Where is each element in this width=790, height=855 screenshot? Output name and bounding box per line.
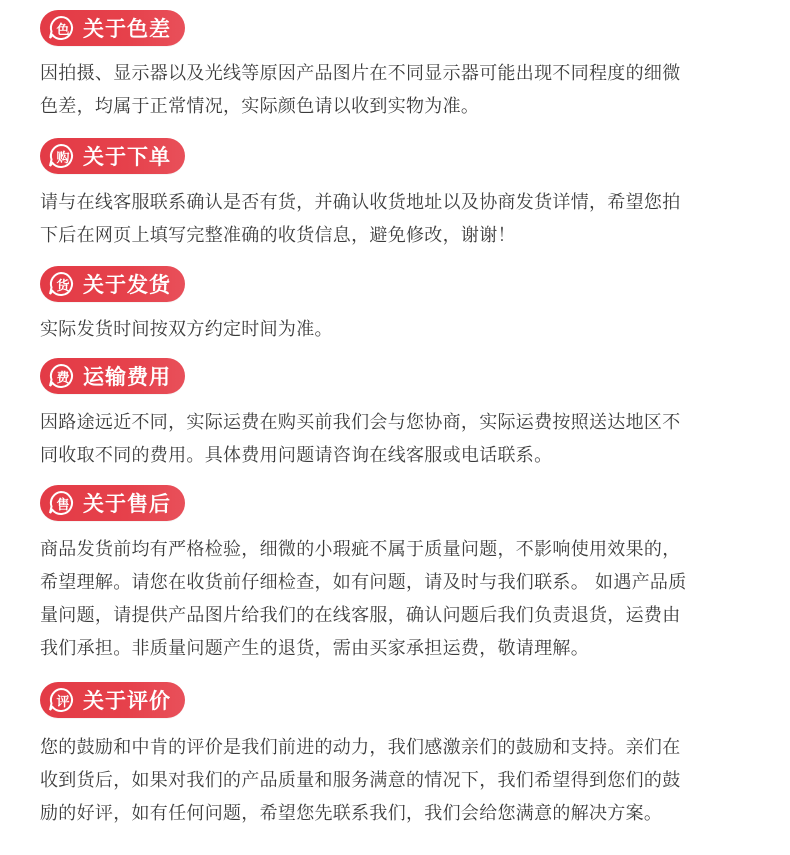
text-line: 因路途远近不同，实际运费在购买前我们会与您协商，实际运费按照送达地区不 [40,412,681,433]
text-line: 我们承担。非质量问题产生的退货，需由买家承担运费，敬请理解。 [40,638,589,659]
section-header-color [40,10,185,46]
section-header-fee [40,358,185,394]
text-line: 量问题，请提供产品图片给我们的在线客服，确认问题后我们负责退货，运费由 [40,605,681,626]
section-header-order [40,138,185,174]
text-line: 同收取不同的费用。具体费用问题请咨询在线客服或电话联系。 [40,445,553,466]
section-title: 关于评价 [83,689,171,713]
review-icon: 评 [47,686,75,714]
section-header-after-sales [40,485,185,521]
section-body-fee [40,406,760,472]
section-title: 运输费用 [83,365,171,389]
text-line: 因拍摄、显示器以及光线等原因产品图片在不同显示器可能出现不同程度的细微 [40,63,681,84]
section-header-review [40,682,185,718]
text-line: 商品发货前均有严格检验，细微的小瑕疵不属于质量问题，不影响使用效果的， [40,539,681,560]
text-line: 实际发货时间按双方约定时间为准。 [40,319,333,340]
section-title: 关于发货 [83,273,171,297]
text-line: 请与在线客服联系确认是否有货，并确认收货地址以及协商发货详情，希望您拍 [40,192,681,213]
text-line: 下后在网页上填写完整准确的收货信息，避免修改，谢谢！ [40,225,516,246]
text-line: 希望理解。请您在收货前仔细检查，如有问题，请及时与我们联系。 如遇产品质 [40,572,687,593]
section-title: 关于售后 [83,492,171,516]
shipping-icon: 货 [47,270,75,298]
section-body-shipping [40,313,760,346]
after-sales-icon: 售 [47,489,75,517]
text-line: 收到货后，如果对我们的产品质量和服务满意的情况下，我们希望得到您们的鼓 [40,770,681,791]
section-body-color [40,57,760,123]
section-title: 关于色差 [83,17,171,41]
section-body-after-sales [40,533,760,665]
section-header-shipping [40,266,185,302]
text-line: 励的好评，如有任何问题，希望您先联系我们，我们会给您满意的解决方案。 [40,803,663,824]
section-title: 关于下单 [83,145,171,169]
text-line: 您的鼓励和中肯的评价是我们前进的动力，我们感激亲们的鼓励和支持。亲们在 [40,737,681,758]
purchase-icon: 购 [47,142,75,170]
section-body-order [40,186,760,252]
text-line: 色差，均属于正常情况，实际颜色请以收到实物为准。 [40,96,480,117]
color-icon: 色 [47,14,75,42]
fee-icon: 费 [47,362,75,390]
section-body-review [40,731,760,830]
